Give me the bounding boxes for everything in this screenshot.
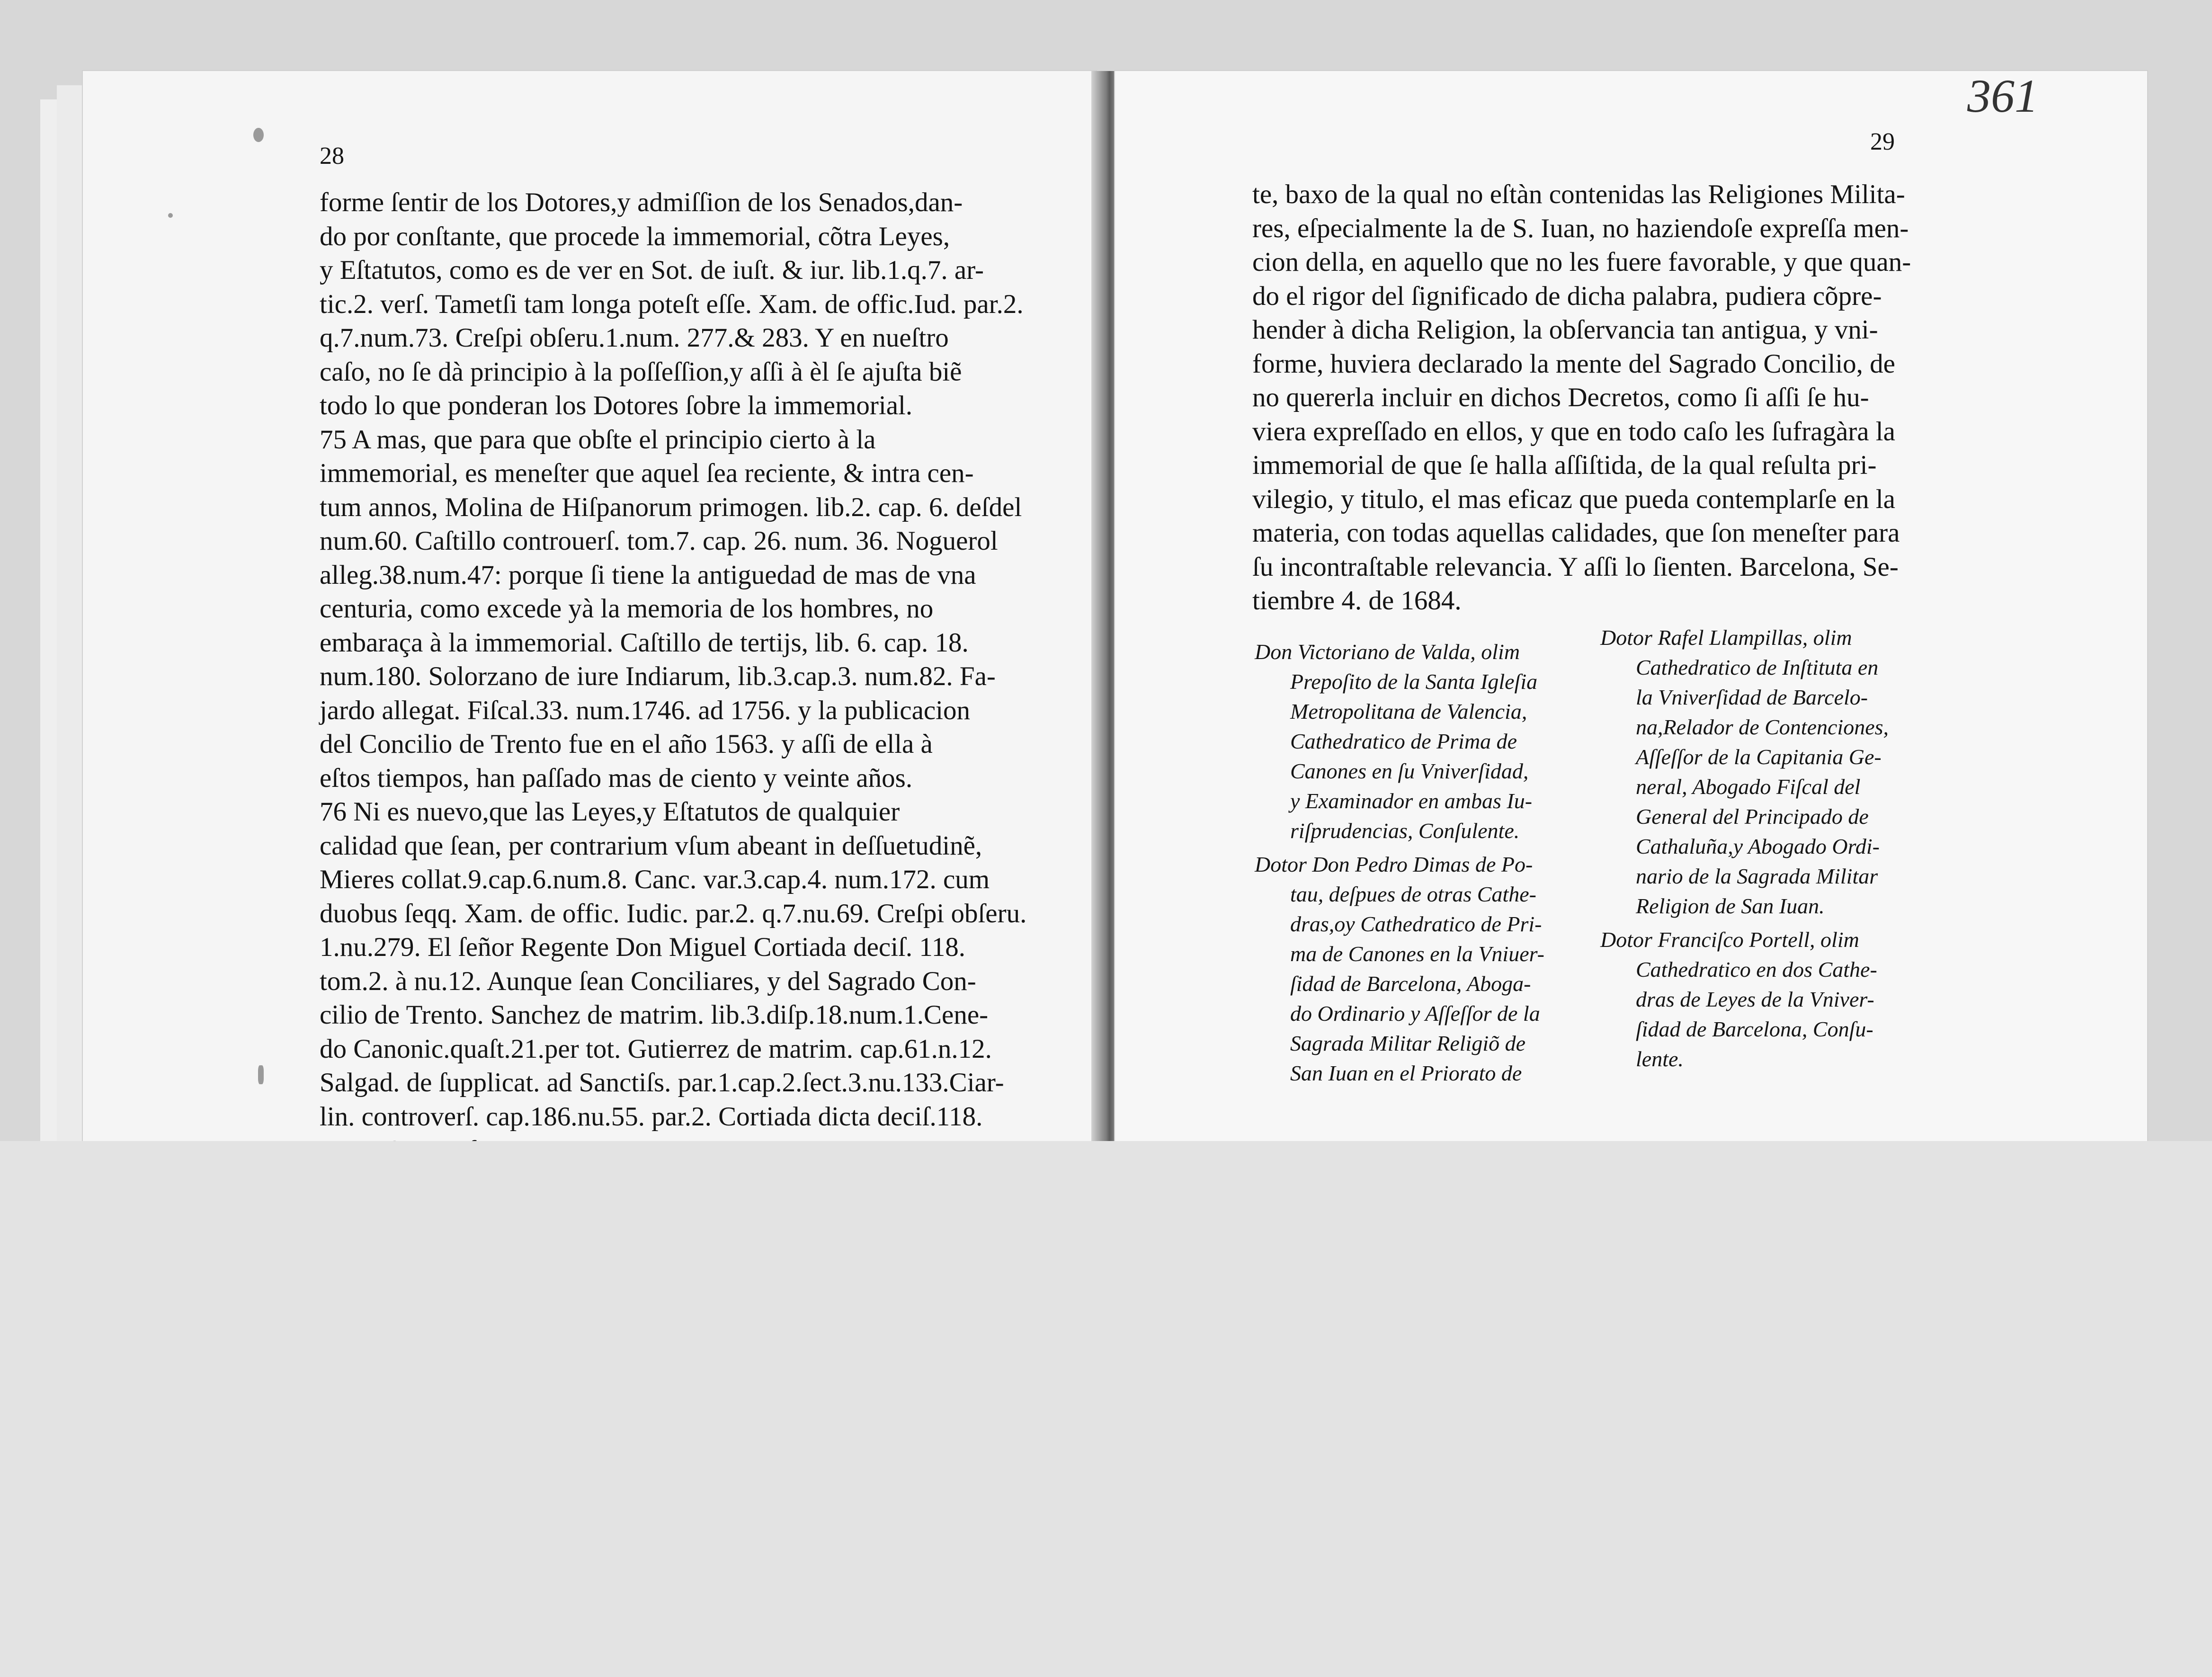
signatory-title-line: Cathedratico de Inſtituta en [1636, 655, 1879, 679]
right-page-text [1252, 178, 1911, 618]
signature-gap [1600, 921, 1889, 925]
text-line: materia, con todas aquellas calidades, que ſon meneſter para [1252, 518, 1900, 548]
text-line: caſo, no ſe dà principio à la poſſeſſion,y aſſi à èl ſe ajuſta biẽ [320, 357, 962, 387]
signatory-title-line: na,Relador de Contenciones, [1636, 715, 1889, 739]
text-line: do el rigor del ſignificado de dicha palabra, pudiera cõpre- [1252, 281, 1882, 311]
signatory-title-line: Cathaluña,y Abogado Ordi- [1636, 834, 1880, 858]
signatory-title-line: neral, Abogado Fiſcal del [1636, 775, 1861, 799]
text-line: no quererla incluir en dichos Decretos, como ſi aſſi ſe hu- [1252, 383, 1869, 412]
text-line: do por conſtante, que procede la immemorial, cõtra Leyes, [320, 221, 950, 251]
text-line: do Canonic.quaſt.21.per tot. Gutierrez de matrim. cap.61.n.12. [320, 1034, 992, 1064]
signatory-title-line: Canones en ſu Vniverſidad, [1290, 759, 1529, 783]
text-line: q.7.num.73. Creſpi obſeru.1.num. 277.& 283. Y en nueſtro [320, 323, 949, 353]
signatory-title-line: ſidad de Barcelona, Conſu- [1636, 1017, 1873, 1041]
text-line: Salgad. de ſupplicat. ad Sanctiſs. par.1.cap.2.ſect.3.nu.133.Ciar- [320, 1068, 1004, 1097]
signatures-column-left [1255, 637, 1544, 1088]
page-number-right: 29 [1870, 128, 1895, 155]
text-line: alleg.38.num.47: porque ſi tiene la antiguedad de mas de vna [320, 560, 976, 590]
text-line: num.60. Caſtillo controuerſ. tom.7. cap. 26. num. 36. Noguerol [320, 526, 998, 556]
text-line: tum annos, Molina de Hiſpanorum primogen. lib.2. cap. 6. deſdel [320, 492, 1022, 522]
text-line: lin. controverſ. cap.186.nu.55. par.2. Cortiada dicta deciſ.118. [320, 1101, 983, 1132]
signatory-title-line: dras,oy Cathedratico de Pri- [1290, 912, 1542, 936]
text-line: hender à dicha Religion, la obſervancia tan antigua, y vni- [1252, 315, 1878, 345]
text-line: del Concilio de Trento fue en el año 1563. y aſſi de ella à [320, 729, 933, 759]
text-line: cilio de Trento. Sanchez de matrim. lib.3.diſp.18.num.1.Cene- [320, 1000, 989, 1030]
signatory-title-line: San Iuan en el Priorato de [1290, 1061, 1522, 1085]
ink-spot [258, 1065, 264, 1084]
text-line: eſtos tiempos, han paſſado mas de ciento y veinte años. [320, 763, 913, 793]
handwritten-folio-number: 361 [1967, 70, 2038, 122]
text-line: forme ſentir de los Dotores,y admiſſion de los Senados,dan- [320, 187, 963, 217]
signatory-title-line: Sagrada Militar Religiõ de [1290, 1031, 1526, 1055]
text-line: ſu incontraſtable relevancia. Y aſſi lo ſienten. Barcelona, Se- [1252, 552, 1899, 582]
text-line: num.180. Solorzano de iure Indiarum, lib.3.cap.3. num.82. Fa- [320, 661, 996, 691]
signatory-title-line: tau, deſpues de otras Cathe- [1290, 882, 1536, 906]
signatory-title-line: do Ordinario y Aſſeſſor de la [1290, 1001, 1540, 1026]
signatory-title-line: nario de la Sagrada Militar [1636, 864, 1878, 888]
text-line: 75 A mas, que para que obſte el principio cierto à la [320, 424, 876, 455]
signatory-title-line: Metropolitana de Valencia, [1290, 699, 1527, 723]
signatory-title-line: lente. [1636, 1047, 1684, 1071]
text-line: Mieres collat.9.cap.6.num.8. Canc. var.3.cap.4. num.172. cum [320, 865, 990, 894]
text-line: tic.2. verſ. Tametſi tam longa poteſt eſſe. Xam. de offic.Iud. par.2. [320, 289, 1024, 319]
text-line: viera expreſſado en ellos, y que en todo caſo les ſufragàra la [1252, 416, 1895, 446]
signatory-title-line: Prepoſito de la Santa Igleſia [1290, 669, 1538, 694]
signatory-title-line: la Vniverſidad de Barcelo- [1636, 685, 1868, 709]
text-line: tom.2. à nu.12. Aunque ſean Conciliares, y del Sagrado Con- [320, 966, 976, 996]
text-line: forme, huviera declarado la mente del Sagrado Concilio, de [1252, 348, 1895, 379]
signatory-name: Don Victoriano de Valda, olim [1255, 640, 1520, 664]
text-line: embaraça à la immemorial. Caſtillo de tertijs, lib. 6. cap. 18. [320, 627, 969, 658]
signatory-title-line: ſidad de Barcelona, Aboga- [1290, 972, 1531, 996]
signatory-name: Dotor Franciſco Portell, olim [1600, 928, 1859, 952]
text-line: y Eſtatutos, como es de ver en Sot. de iuſt. & iur. lib.1.q.7. ar- [320, 255, 984, 285]
signatory-title-line: Aſſeſſor de la Capitania Ge- [1636, 745, 1882, 769]
text-line: immemorial de que ſe halla aſſiſtida, de la qual reſulta pri- [1252, 450, 1877, 480]
blank-background [0, 1141, 2212, 1677]
text-line: te, baxo de la qual no eſtàn contenidas las Religiones Milita- [1252, 179, 1905, 209]
left-page-text [320, 186, 1026, 1168]
text-line: immemorial, es meneſter que aquel ſea reciente, & intra cen- [320, 458, 974, 488]
signatory-title-line: Cathedratico en dos Cathe- [1636, 957, 1877, 981]
signatory-title-line: Cathedratico de Prima de [1290, 729, 1517, 753]
signatory-name: Dotor Don Pedro Dimas de Po- [1255, 852, 1533, 876]
text-line: tiembre 4. de 1684. [1252, 586, 1462, 615]
text-line: calidad que ſean, per contrarium vſum abeant in deſſuetudinẽ, [320, 830, 982, 861]
text-line: todo lo que ponderan los Dotores ſobre la immemorial. [320, 391, 913, 420]
text-line: cion della, en aquello que no les fuere favorable, y que quan- [1252, 247, 1911, 277]
signature-gap [1255, 846, 1544, 849]
ink-spot [168, 213, 173, 218]
text-line: 76 Ni es nuevo,que las Leyes,y Eſtatutos de qualquier [320, 797, 900, 827]
signatory-title-line: riſprudencias, Conſulente. [1290, 819, 1520, 843]
text-line: centuria, como excede yà la memoria de los hombres, no [320, 594, 934, 624]
signatory-title-line: General del Principado de [1636, 804, 1869, 829]
signatures-column-right [1600, 623, 1889, 1074]
text-line: jardo allegat. Fiſcal.33. num.1746. ad 1756. y la publicacion [320, 695, 971, 725]
signatory-title-line: Religion de San Iuan. [1636, 894, 1825, 918]
ink-spot [253, 128, 264, 142]
text-line: vilegio, y titulo, el mas eficaz que pueda contemplarſe en la [1252, 484, 1895, 514]
text-line: 1.nu.279. El ſeñor Regente Don Miguel Cortiada deciſ. 118. [320, 932, 966, 962]
page-number-left: 28 [320, 143, 344, 169]
signatory-name: Dotor Rafel Llampillas, olim [1600, 625, 1852, 650]
signatory-title-line: dras de Leyes de la Vniver- [1636, 987, 1874, 1011]
signatory-title-line: ma de Canones en la Vniuer- [1290, 942, 1544, 966]
signatory-title-line: y Examinador en ambas Iu- [1290, 789, 1533, 813]
text-line: res, eſpecialmente la de S. Iuan, no haziendoſe expreſſa men- [1252, 213, 1909, 243]
text-line: duobus ſeqq. Xam. de offic. Iudic. par.2. q.7.nu.69. Creſpi obſeru. [320, 898, 1027, 928]
